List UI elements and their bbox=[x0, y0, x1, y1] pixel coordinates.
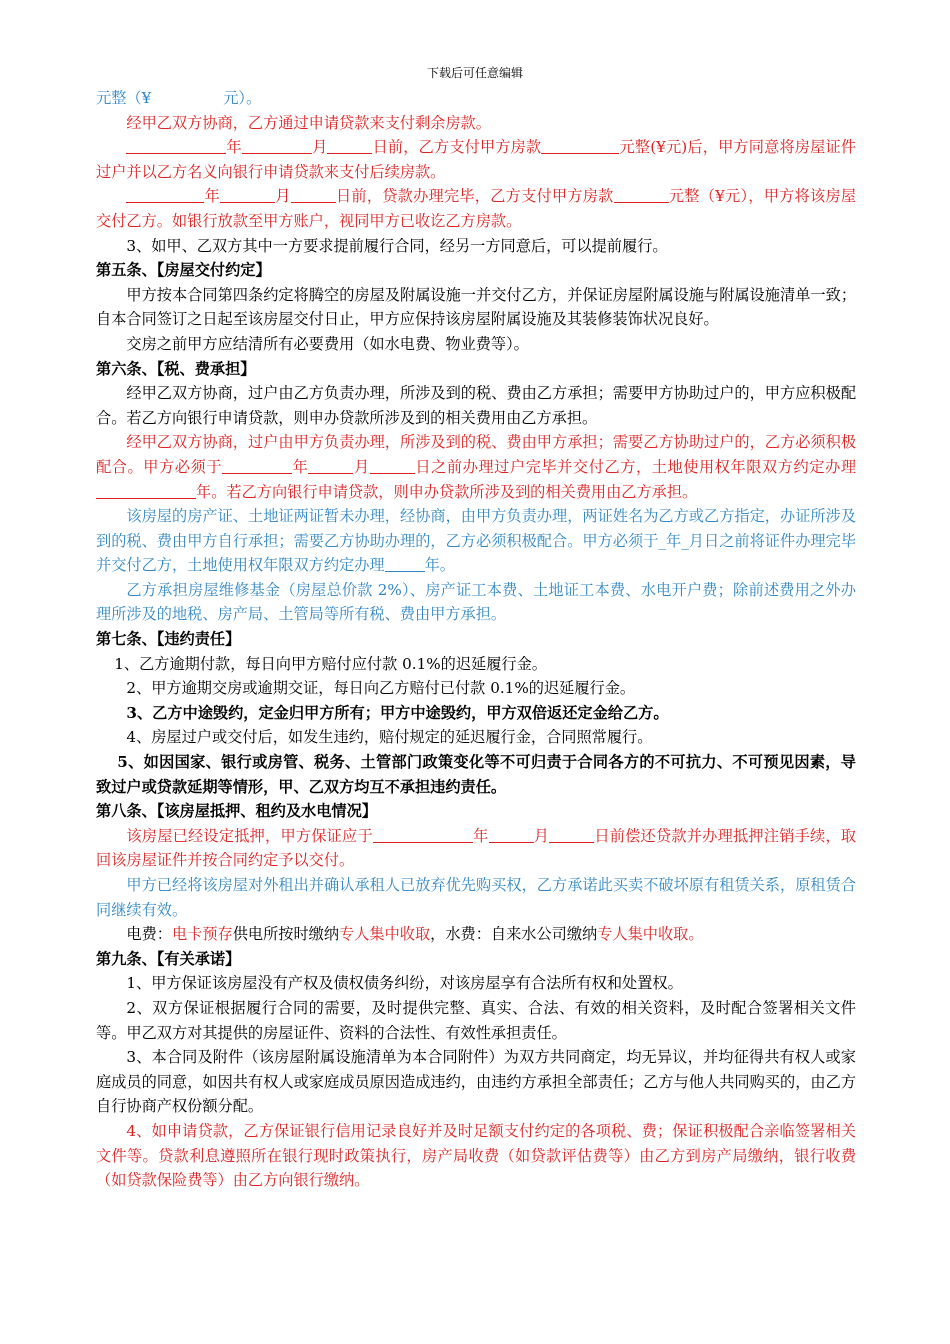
text: 元）。 bbox=[223, 89, 262, 107]
text: 日之前办理过户完毕并交付乙方，土地使用权年限双方约定办理 bbox=[414, 457, 857, 476]
blank-field[interactable] bbox=[126, 187, 204, 203]
text: 月 bbox=[311, 138, 328, 157]
paragraph-documents: 2、双方保证根据履行合同的需要，及时提供完整、真实、合法、有效的相关资料，及时配合签署相关文件等。甲乙双方对其提供的房屋证件、资料的合法性、有效性承担责任。 bbox=[96, 998, 856, 1042]
section-heading-8: 第八条、【该房屋抵押、租约及水电情况】 bbox=[96, 802, 377, 821]
paragraph-late-payment: 1、乙方逾期付款，每日向甲方赔付应付款 0.1%的迟延履行金。 bbox=[114, 654, 547, 673]
paragraph-delivery-fees: 交房之前甲方应结清所有必要费用（如水电费、物业费等）。 bbox=[126, 334, 529, 353]
blank-field[interactable] bbox=[370, 458, 415, 474]
section-heading-7: 第七条、【违约责任】 bbox=[96, 630, 241, 649]
paragraph-deposit: 3、乙方中途毁约，定金归甲方所有；甲方中途毁约，甲方双倍返还定金给乙方。 bbox=[126, 703, 669, 722]
text: 供电所按时缴纳 bbox=[232, 925, 340, 944]
text: 年 bbox=[226, 138, 242, 157]
paragraph-tax-seller bbox=[96, 430, 856, 504]
paragraph-maintenance-fund: 乙方承担房屋维修基金（房屋总价款 2%）、房产证工本费、土地证工本费、水电开户费；除前述费用之外办理所涉及的地税、房产局、土管局等所有税、费由甲方承担。 bbox=[96, 580, 856, 624]
text: 年 bbox=[292, 457, 309, 476]
blank-field[interactable] bbox=[373, 827, 473, 843]
text: 元整（¥元），甲方将该房屋交付乙方。如银行放款至甲方账户，视同甲方已收讫乙方房款。 bbox=[96, 187, 857, 230]
text: 经甲乙双方协商，过户由甲方负责办理，所涉及到的税、费由甲方承担；需要乙方协助过户的，乙方必须积极配合。甲方必须于 bbox=[96, 433, 856, 476]
blank-field[interactable] bbox=[222, 458, 292, 474]
paragraph-lease: 甲方已经将该房屋对外租出并确认承租人已放弃优先购买权，乙方承诺此买卖不破坏原有租赁关系，原租赁合同继续有效。 bbox=[96, 876, 856, 919]
page-header: 下载后可任意编辑 bbox=[426, 66, 523, 80]
paragraph-utilities bbox=[96, 922, 856, 947]
blank-field[interactable] bbox=[614, 187, 669, 203]
paragraph-delivery: 甲方按本合同第四条约定将腾空的房屋及附属设施一并交付乙方，并保证房屋附属设施与附属设施清单一致；自本合同签订之日起至该房屋交付日止，甲方应保持该房屋附属设施及其装修装饰状况良好。 bbox=[96, 285, 856, 329]
blank-field[interactable] bbox=[291, 187, 336, 203]
text: 元整（¥ bbox=[96, 89, 152, 107]
text: 电费： bbox=[126, 925, 172, 944]
text: 月 bbox=[275, 187, 291, 206]
text: 该房屋已经设定抵押，甲方保证应于 bbox=[126, 826, 373, 845]
paragraph-certificates bbox=[96, 504, 856, 578]
paragraph-early-performance: 3、如甲、乙双方其中一方要求提前履行合同，经另一方同意后，可以提前履行。 bbox=[126, 236, 668, 255]
text: 4、如申请贷款，乙方保证银行信用记录良好并及时足额支付约定的各项税、费；保证积极配合亲临签署相关文件等。 bbox=[96, 1121, 856, 1165]
section-heading-5: 第五条、【房屋交付约定】 bbox=[96, 261, 271, 280]
text: 该房屋的房产证、土地证两证暂未办理，经协商，由甲方负责办理，两证姓名为乙方或乙方指定，办证所涉及到的税、费由甲方自行承担；需要乙方协助办理的，乙方必须积极配合。甲方必须于_年_月日之前将证件办理完毕并交付乙方，土地使用权年限双方约定办理 bbox=[96, 507, 857, 575]
paragraph-mortgage bbox=[96, 824, 856, 873]
paragraph-post-transfer: 4、房屋过户或交付后，如发生违约，赔付规定的延迟履行金，合同照常履行。 bbox=[126, 728, 653, 747]
paragraph-force-majeure: 5、如因国家、银行或房管、税务、土管部门政策变化等不可归责于合同各方的不可抗力、不可预见因素，导致过户或贷款延期等情形，甲、乙双方均互不承担违约责任。 bbox=[96, 753, 856, 796]
text: 元整(¥元)后，甲方同意将房屋证件过户并以乙方名义向银行申请贷款来支付后续房款。 bbox=[96, 138, 857, 181]
paragraph-late-delivery: 2、甲方逾期交房或逾期交证，每日向乙方赔付已付款 0.1%的迟延履行金。 bbox=[126, 679, 636, 698]
text: 日前，贷款办理完毕，乙方支付甲方房款 bbox=[335, 187, 614, 206]
blank-field[interactable] bbox=[220, 187, 275, 203]
blank-field[interactable] bbox=[327, 138, 372, 154]
text: 月 bbox=[353, 457, 370, 476]
paragraph-loan-payment: 经甲乙双方协商，乙方通过申请贷款来支付剩余房款。 bbox=[126, 113, 491, 132]
text: ，水费：自来水公司缴纳 bbox=[430, 925, 598, 944]
text: 专人集中收取。 bbox=[597, 925, 704, 944]
blank-field[interactable] bbox=[549, 827, 594, 843]
paragraph-loan-promise bbox=[96, 1119, 856, 1193]
text: 日前，乙方支付甲方房款 bbox=[372, 138, 542, 157]
blank-field[interactable] bbox=[541, 138, 619, 154]
blank-field[interactable] bbox=[308, 458, 353, 474]
text: 贷款利息遵照所在银行现时政策执行，房产局收费（如贷款评估费等）由乙方到房产局缴纳，银行收费（如贷款保险费等）由乙方向银行缴纳。 bbox=[96, 1146, 857, 1190]
section-heading-9: 第九条、【有关承诺】 bbox=[96, 949, 241, 968]
paragraph-tax-buyer: 经甲乙双方协商，过户由乙方负责办理，所涉及到的税、费由乙方承担；需要甲方协助过户的，甲方应积极配合。若乙方向银行申请贷款，则申办贷款所涉及到的相关费用由乙方承担。 bbox=[96, 384, 856, 427]
blank-field[interactable] bbox=[385, 556, 425, 572]
paragraph-loan-complete bbox=[96, 184, 856, 233]
blank-field[interactable] bbox=[96, 482, 196, 498]
section-heading-6: 第六条、【税、费承担】 bbox=[96, 359, 256, 378]
text: 专人集中收取 bbox=[339, 925, 431, 944]
text: 年 bbox=[204, 187, 221, 206]
blank-field[interactable] bbox=[242, 138, 312, 154]
text: 年 bbox=[472, 826, 489, 845]
paragraph-attachments: 3、本合同及附件（该房屋附属设施清单为本合同附件）为双方共同商定，均无异议，并均征得共有权人或家庭成员的同意，如因共有权人或家庭成员原因造成违约，由违约方承担全部责任；乙方与他人共同购买的，由乙方自行协商产权份额分配。 bbox=[96, 1048, 856, 1116]
blank-field[interactable] bbox=[489, 827, 534, 843]
paragraph-no-disputes: 1、甲方保证该房屋没有产权及债权债务纠纷，对该房屋享有合法所有权和处置权。 bbox=[126, 974, 683, 993]
text: 电卡预存 bbox=[171, 925, 233, 944]
text: 年。 bbox=[424, 556, 455, 575]
contract-body bbox=[96, 86, 856, 1193]
paragraph-loan-transfer bbox=[96, 135, 856, 184]
blank-field[interactable] bbox=[126, 138, 226, 154]
text: 年。若乙方向银行申请贷款，则申办贷款所涉及到的相关费用由乙方承担。 bbox=[196, 482, 698, 501]
text: 月 bbox=[533, 826, 550, 845]
text: 日前偿还贷款并办理抵押注销手续，取回该房屋证件并按合同约定予以交付。 bbox=[96, 826, 857, 870]
paragraph-amount-end bbox=[96, 86, 856, 111]
